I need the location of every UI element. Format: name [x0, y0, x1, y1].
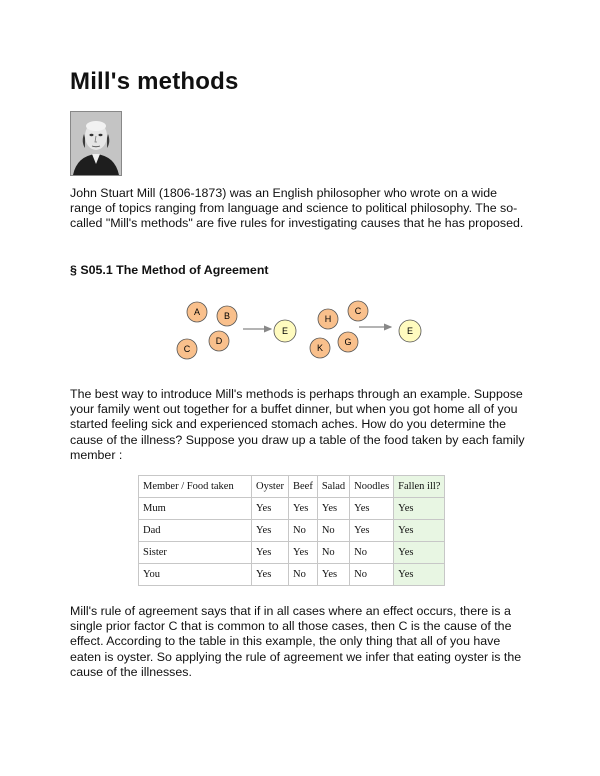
svg-text:E: E	[406, 326, 414, 336]
table-cell: Yes	[350, 498, 394, 520]
svg-text:D: D	[215, 336, 223, 346]
svg-text:E: E	[281, 326, 289, 336]
factor-circle-d	[209, 331, 229, 351]
factor-circle-h	[318, 309, 338, 329]
table-row	[139, 564, 445, 586]
table-cell: Dad	[139, 520, 252, 542]
table-cell: You	[139, 564, 252, 586]
table-header-cell: Noodles	[350, 476, 394, 498]
table-cell: No	[289, 564, 318, 586]
table-cell: No	[350, 564, 394, 586]
svg-text:B: B	[223, 311, 231, 321]
table-header-cell: Member / Food taken	[139, 476, 252, 498]
table-row	[139, 542, 445, 564]
table-header-row	[139, 476, 445, 498]
svg-text:C: C	[183, 344, 191, 354]
section-heading: § S05.1 The Method of Agreement	[70, 263, 269, 277]
rule-paragraph: Mill's rule of agreement says that if in all cases where an effect occurs, there is a single prior factor C that is common to all those cases, then C is the cause of the effect. According to the table in this example, the only thing that all of you have eaten is oyster. So applying the rule of agreement we infer that eating oyster is the cause of the illnesses.	[70, 604, 522, 679]
table-cell: Yes	[350, 520, 394, 542]
table-row	[139, 520, 445, 542]
table-cell: Mum	[139, 498, 252, 520]
table-header-cell: Beef	[289, 476, 318, 498]
table-cell: Sister	[139, 542, 252, 564]
table-cell: Yes	[289, 498, 318, 520]
table-cell: Yes	[252, 520, 289, 542]
table-cell: No	[350, 542, 394, 564]
table-cell: Yes	[252, 564, 289, 586]
factor-circle-k	[310, 338, 330, 358]
table-cell: Yes	[252, 498, 289, 520]
effect-circle-1	[274, 320, 296, 342]
table-cell: No	[317, 542, 349, 564]
intro-paragraph: John Stuart Mill (1806-1873) was an English philosopher who wrote on a wide range of topics ranging from language and science to political philosophy. The so-called "Mill's methods" are five rules for investigating causes that he has proposed.	[70, 186, 524, 231]
table-cell: No	[317, 520, 349, 542]
example-paragraph: The best way to introduce Mill's methods is perhaps through an example. Suppose your family went out together for a buffet dinner, but when you got home all of you started feeling sick and experienced stomach aches. How do you determine the cause of the illness? Suppose you draw up a table of the food taken by each family member :	[70, 387, 525, 462]
page-title: Mill's methods	[70, 68, 239, 95]
svg-text:H: H	[324, 314, 332, 324]
table-cell: Yes	[317, 498, 349, 520]
table-cell: Yes	[252, 542, 289, 564]
factor-circle-g	[338, 332, 358, 352]
table-header-cell: Oyster	[252, 476, 289, 498]
table-header-cell: Fallen ill?	[394, 476, 445, 498]
method-of-agreement-diagram	[175, 298, 435, 362]
svg-text:K: K	[316, 343, 324, 353]
factor-circle-a	[187, 302, 207, 322]
factor-circle-c	[177, 339, 197, 359]
table-header-cell: Salad	[317, 476, 349, 498]
svg-text:G: G	[344, 337, 352, 347]
table-cell: No	[289, 520, 318, 542]
food-table	[138, 475, 445, 586]
factor-circle-b	[217, 306, 237, 326]
factor-circle-c2	[348, 301, 368, 321]
portrait-photo	[70, 111, 122, 176]
table-cell: Yes	[289, 542, 318, 564]
table-cell: Yes	[317, 564, 349, 586]
svg-text:A: A	[193, 307, 201, 317]
table-row	[139, 498, 445, 520]
table-cell: Yes	[394, 564, 445, 586]
table-cell: Yes	[394, 498, 445, 520]
table-cell: Yes	[394, 542, 445, 564]
svg-text:C: C	[354, 306, 362, 316]
effect-circle-2	[399, 320, 421, 342]
table-cell: Yes	[394, 520, 445, 542]
